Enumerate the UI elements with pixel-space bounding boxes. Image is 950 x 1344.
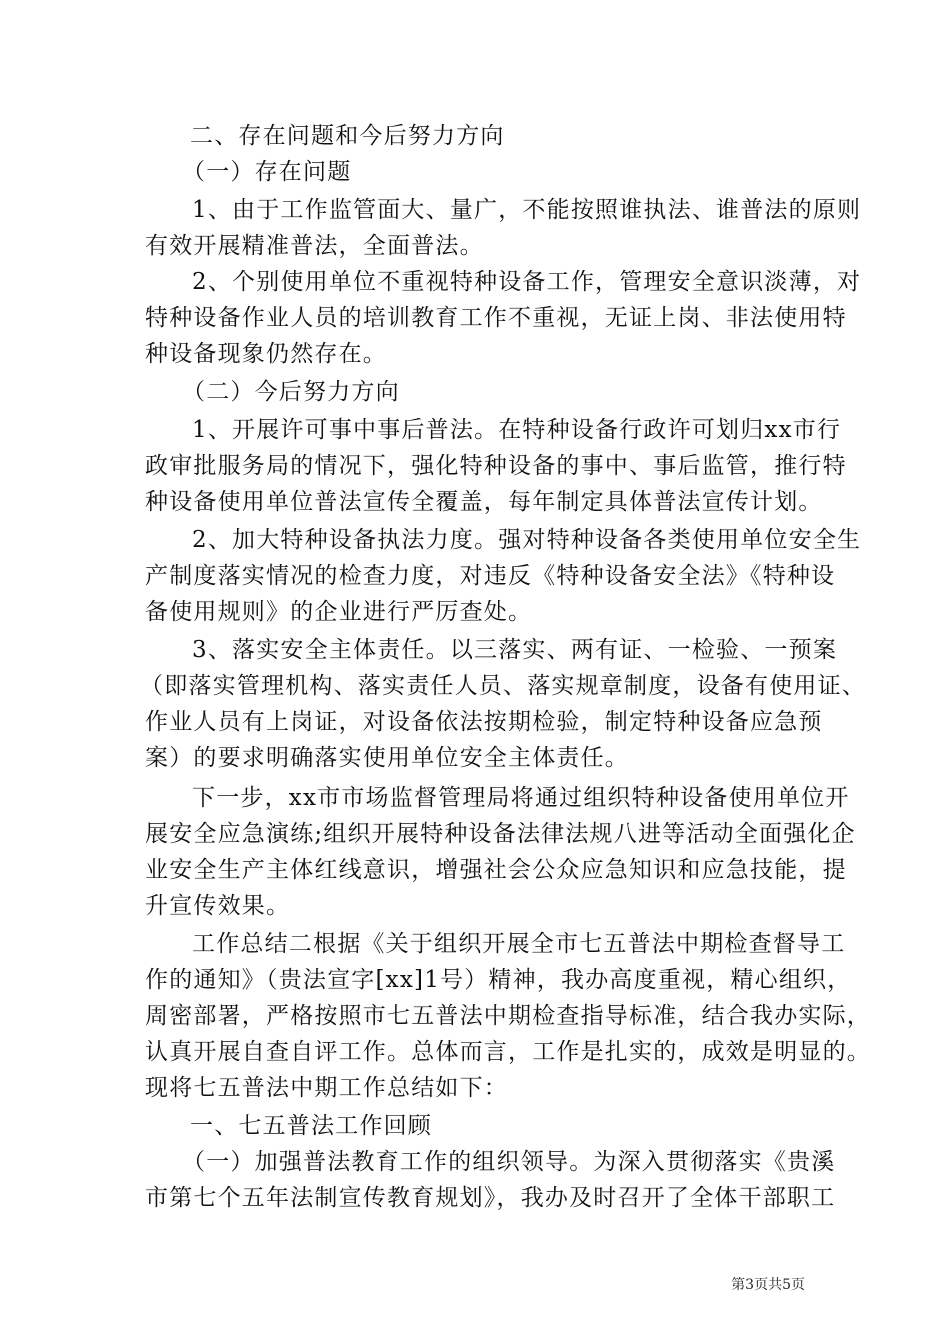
text-line: 3、落实安全主体责任。以三落实、两有证、一检验、一预案 (192, 637, 838, 663)
text-line: 升宣传效果。 (145, 893, 291, 919)
text-line: 市第七个五年法制宣传教育规划》，我办及时召开了全体干部职工 (145, 1185, 836, 1211)
text-line: 种设备使用单位普法宣传全覆盖，每年制定具体普法宣传计划。 (145, 489, 823, 515)
text-line: 有效开展精准普法，全面普法。 (145, 233, 484, 259)
text-line: （一）加强普法教育工作的组织领导。为深入贯彻落实《贵溪 (182, 1149, 836, 1175)
text-line: 1、开展许可事中事后普法。在特种设备行政许可划归xx市行 (192, 417, 842, 443)
subheading-problems: （一）存在问题 (182, 159, 352, 185)
text-line: 种设备现象仍然存在。 (145, 341, 387, 367)
text-line: 展安全应急演练;组织开展特种设备法律法规八进等活动全面强化企 (145, 821, 856, 847)
text-line: 案）的要求明确落实使用单位安全主体责任。 (145, 745, 629, 771)
section-heading-2: 二、存在问题和今后努力方向 (190, 123, 505, 149)
subheading-direction: （二）今后努力方向 (182, 379, 400, 405)
text-line: 政审批服务局的情况下，强化特种设备的事中、事后监管，推行特 (145, 453, 847, 479)
text-line: 备使用规则》的企业进行严厉查处。 (145, 599, 533, 625)
text-line: 2、加大特种设备执法力度。强对特种设备各类使用单位安全生 (192, 527, 862, 553)
text-line: 现将七五普法中期工作总结如下： (145, 1075, 508, 1101)
text-line: 特种设备作业人员的培训教育工作不重视，无证上岗、非法使用特 (145, 305, 847, 331)
text-line: 产制度落实情况的检查力度，对违反《特种设备安全法》《特种设 (145, 563, 836, 589)
text-line: 作的通知》（贵法宣字[xx]1号）精神，我办高度重视，精心组织， (145, 967, 852, 993)
text-line: 工作总结二根据《关于组织开展全市七五普法中期检查督导工 (192, 931, 846, 957)
text-line: 2、个别使用单位不重视特种设备工作，管理安全意识淡薄，对 (192, 269, 862, 295)
text-line: 认真开展自查自评工作。总体而言，工作是扎实的，成效是明显的。 (145, 1039, 871, 1065)
section-heading-1: 一、七五普法工作回顾 (190, 1113, 432, 1139)
text-line: 业安全生产主体红线意识，增强社会公众应急知识和应急技能，提 (145, 857, 847, 883)
text-line: 作业人员有上岗证，对设备依法按期检验，制定特种设备应急预 (145, 709, 823, 735)
text-line: 周密部署，严格按照市七五普法中期检查指导标准，结合我办实际， (145, 1003, 871, 1029)
page-number: 第3页共5页 (731, 1277, 805, 1293)
text-line: 1、由于工作监管面大、量广，不能按照谁执法、谁普法的原则 (192, 197, 862, 223)
text-line: 下一步，xx市市场监督管理局将通过组织特种设备使用单位开 (192, 785, 850, 811)
text-line: （即落实管理机构、落实责任人员、落实规章制度，设备有使用证、 (140, 673, 866, 699)
